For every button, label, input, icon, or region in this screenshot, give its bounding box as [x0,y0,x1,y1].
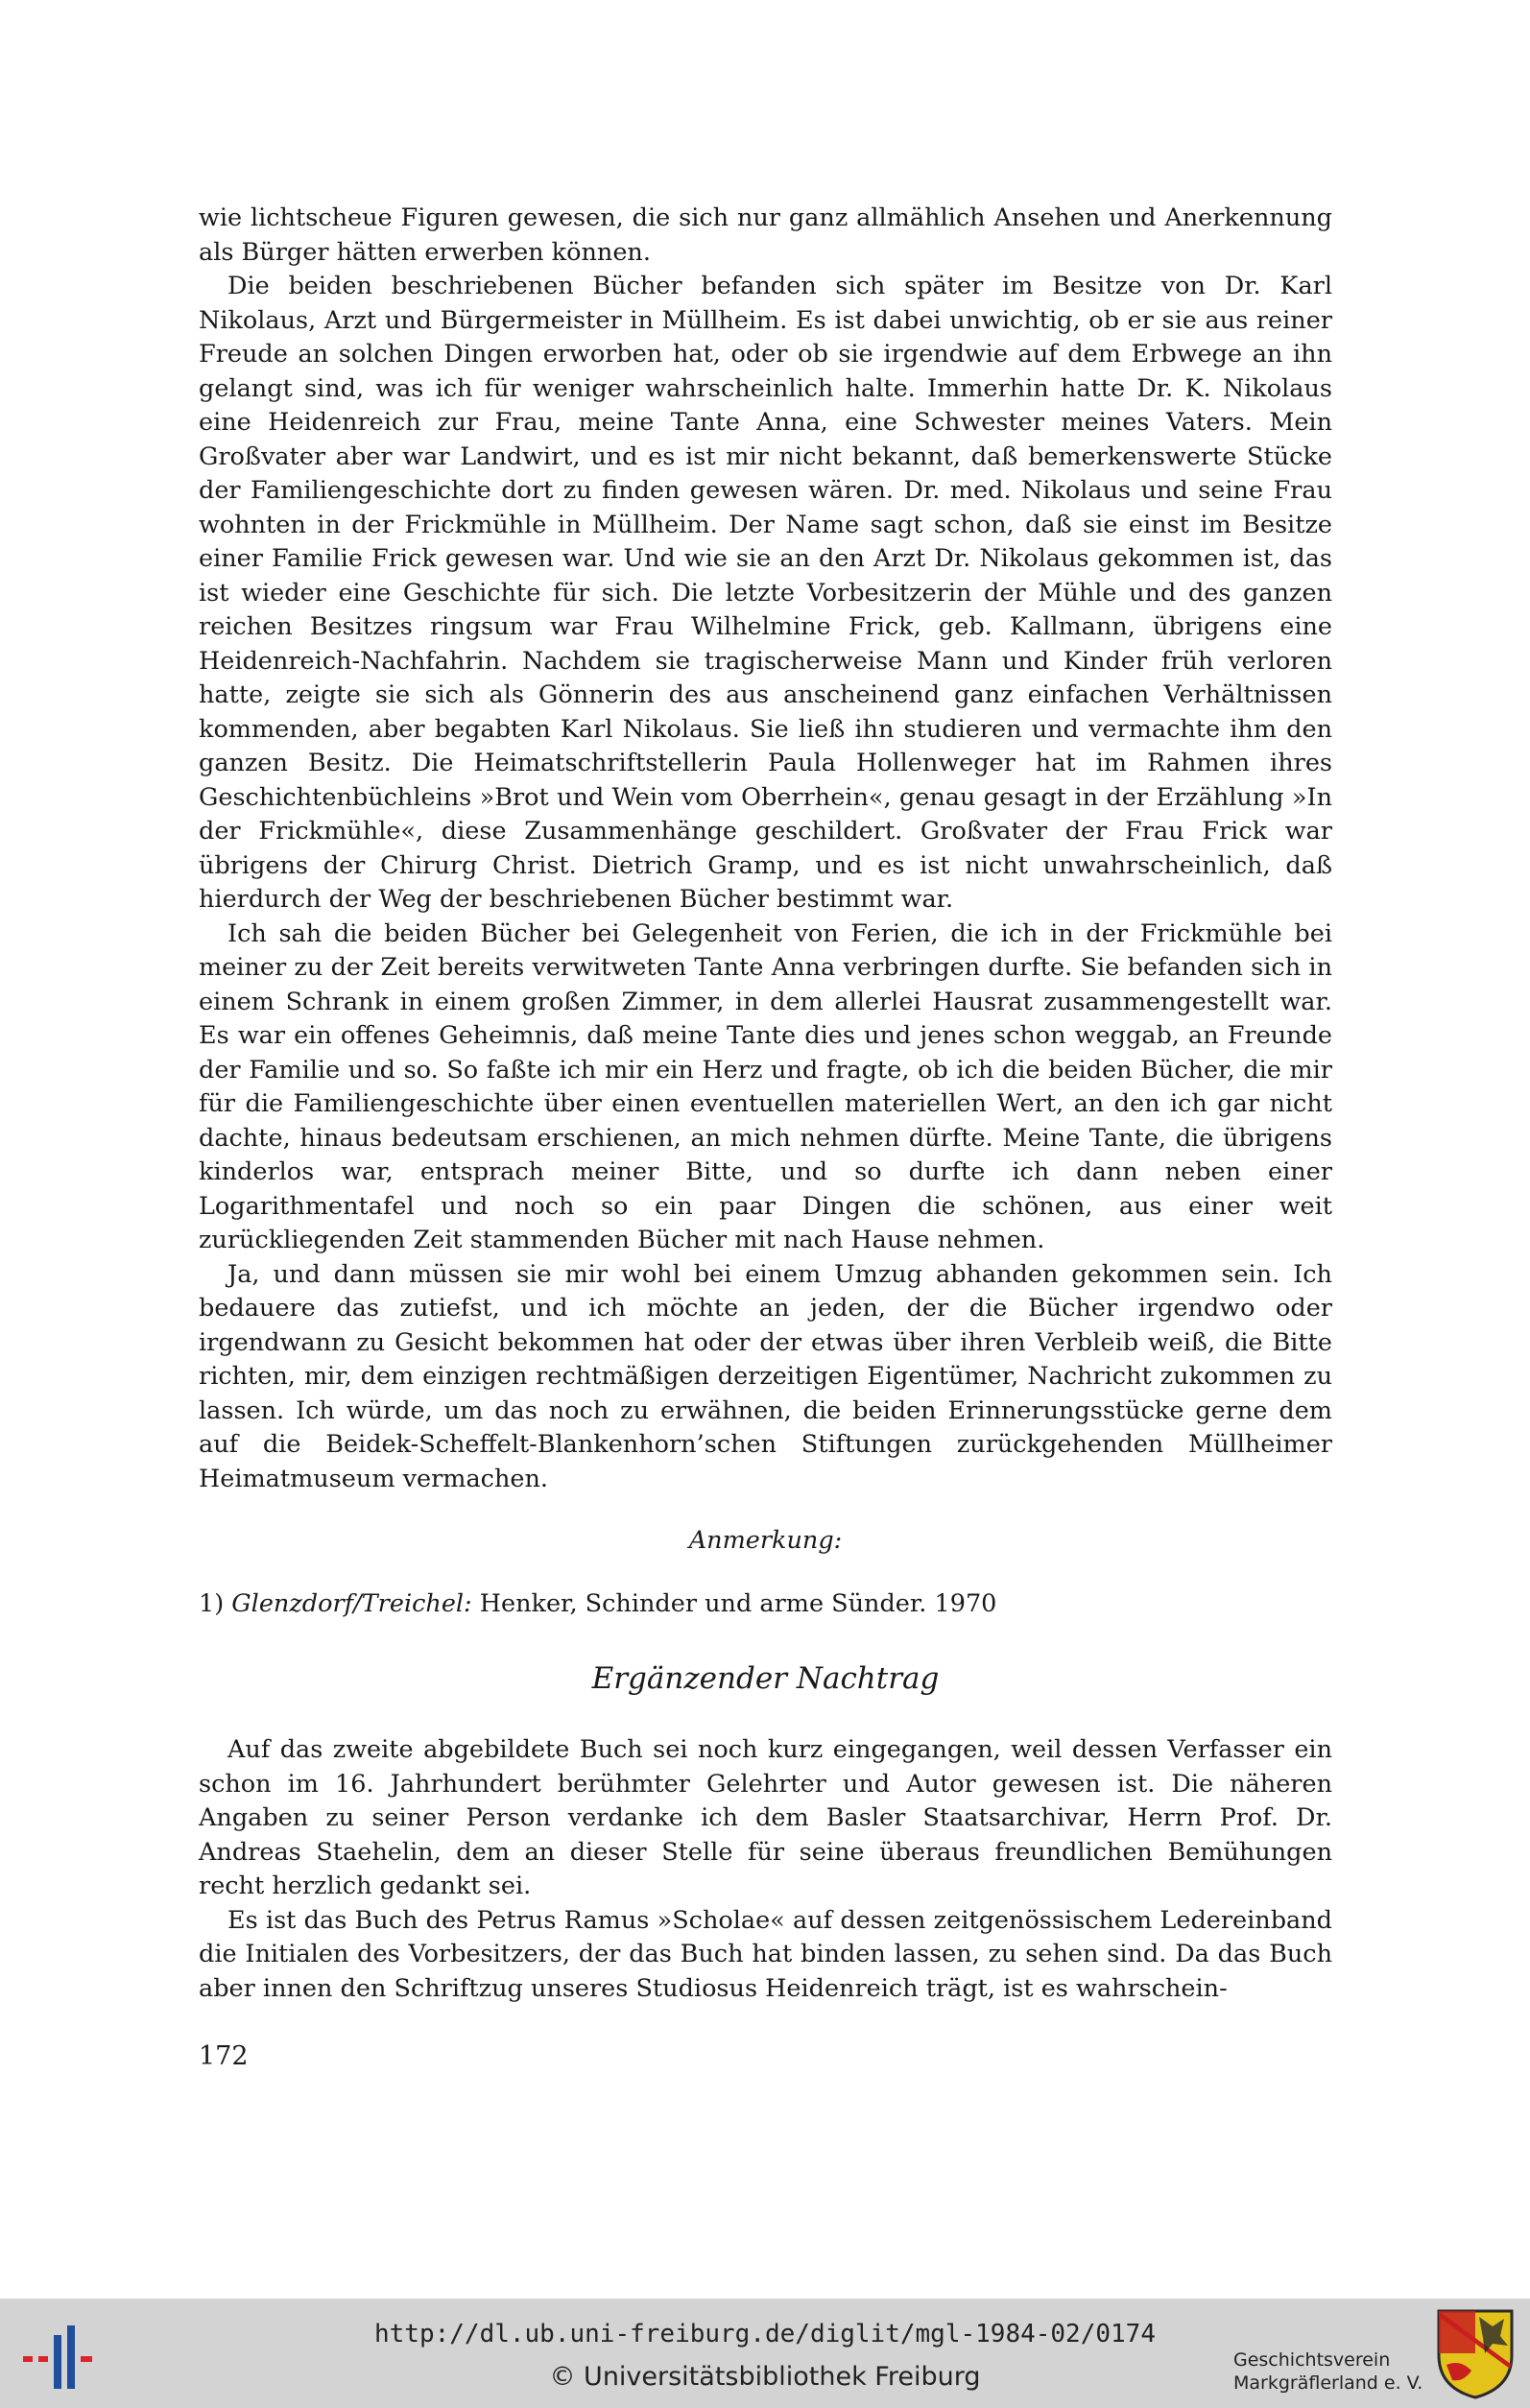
footnote-text: Henker, Schinder und arme Sünder. 1970 [479,1589,997,1618]
coat-of-arms-icon [1435,2307,1516,2399]
supplement-text [199,1733,1332,2006]
note-heading: Anmerkung: [688,1526,843,1555]
society-line: Markgräflerland e. V. [1233,2372,1423,2394]
viewer-footer [0,2299,1530,2408]
footnote [199,1586,1332,1621]
paragraph: Die beiden beschriebenen Bücher befanden sich später im Besitze von Dr. Karl Nikolaus, Arzt und Bürgermeister in Müllheim. Es ist dabei unwichtig, ob er sie aus reiner Freude an solchen Dingen erworben hat, oder ob sie irgendwie auf dem Erbwege an ihn gelangt sind, was ich für weniger wahrscheinlich halte. Immerhin hatte Dr. K. Nikolaus eine Heidenreich zur Frau, meine Tante Anna, eine Schwester meines Vaters. Mein Großvater aber war Landwirt, und es ist mir nicht bekannt, daß bemerkenswerte Stücke der Familiengeschichte dort zu finden gewesen wären. Dr. med. Nikolaus und seine Frau wohnten in der Frickmühle in Müllheim. Der Name sagt schon, daß sie einst im Besitze einer Familie Frick gewesen war. Und wie sie an den Arzt Dr. Nikolaus gekommen ist, das ist wieder eine Geschichte für sich. Die letzte Vorbesitzerin der Mühle und des ganzen reichen Besitzes ringsum war Frau Wilhelmine Frick, geb. Kallmann, übrigens eine Heidenreich-Nachfahrin. Nachdem sie tragischerweise Mann und Kinder früh verloren hatte, zeigte sie sich als Gönnerin des aus anscheinend ganz einfachen Verhältnissen kommenden, aber begabten Karl Nikolaus. Sie ließ ihn studieren und vermachte ihm den ganzen Besitz. Die Heimatschriftstellerin Paula Hollenweger hat im Rahmen ihres Geschichtenbüchleins »Brot und Wein vom Oberrhein«, genau gesagt in der Erzählung »In der Frickmühle«, diese Zusammenhänge geschildert. Großvater der Frau Frick war übrigens der Chirurg Christ. Dietrich Gramp, und es ist nicht unwahrscheinlich, daß hierdurch der Weg der beschriebenen Bücher bestimmt war. [199,272,1332,914]
section-heading: Ergänzender Nachtrag [591,1661,940,1696]
footnote-author: Glenzdorf/Treichel: [231,1589,472,1618]
paragraph: Ich sah die beiden Bücher bei Gelegenheit von Ferien, die ich in der Frickmühle bei meiner zu der Zeit bereits verwitweten Tante Anna verbringen durfte. Sie befanden sich in einem Schrank in einem großen Zimmer, in dem allerlei Hausrat zusammengestellt war. Es war ein offenes Geheimnis, daß meine Tante dies und jenes schon weggab, an Freunde der Familie und so. So faßte ich mir ein Herz und fragte, ob ich die beiden Bücher, die mir für die Familiengeschichte über einen eventuellen materiellen Wert, an den ich gar nicht dachte, hinaus bedeutsam erschienen, an mich nehmen dürfte. Meine Tante, die übrigens kinderlos war, entsprach meiner Bitte, und so durfte ich dann neben einer Logarithmentafel und noch so ein paar Dingen die schönen, aus einer weit zurückliegenden Zeit stammenden Bücher mit nach Hause nehmen. [199,918,1332,1254]
document-url-link[interactable]: http://dl.ub.uni-freiburg.de/diglit/mgl-1984-02/0174 [374,2320,1156,2348]
body-text [199,202,1332,1496]
paragraph: wie lichtscheue Figuren gewesen, die sich nur ganz allmählich Ansehen und Anerkennung als Bürger hätten erwerben können. [199,203,1332,267]
paragraph: Es ist das Buch des Petrus Ramus »Scholae« auf dessen zeitgenössischem Ledereinband die Initialen des Vorbesitzers, der das Buch hat binden lassen, zu sehen sind. Da das Buch aber innen den Schriftzug unseres Studiosus Heidenreich trägt, ist es wahrschein- [199,1905,1332,2003]
paragraph: Ja, und dann müssen sie mir wohl bei einem Umzug abhanden gekommen sein. Ich bedauere das zutiefst, und ich möchte an jeden, der die Bücher irgendwo oder irgendwann zu Gesicht bekommen hat oder der etwas über ihren Verbleib weiß, die Bitte richten, mir, dem einzigen rechtmäßigen derzeitigen Eigentümer, Nachricht zukommen zu lassen. Ich würde, um das noch zu erwähnen, die beiden Erinnerungsstücke gerne dem auf die Beidek-Scheffelt-Blankenhorn’schen Stiftungen zurückgehenden Müllheimer Heimatmuseum vermachen. [199,1259,1332,1493]
copyright-notice: © Universitätsbibliothek Freiburg [549,2362,981,2392]
page-number: 172 [199,2041,249,2071]
paragraph: Auf das zweite abgebildete Buch sei noch kurz eingegangen, weil dessen Verfasser ein schon im 16. Jahrhundert berühmter Gelehrter und Autor gewesen ist. Die näheren Angaben zu seiner Person verdanke ich dem Basler Staatsarchivar, Herrn Prof. Dr. Andreas Staehelin, dem an dieser Stelle für seine überaus freundlichen Bemühungen recht herzlich gedankt sei. [199,1735,1332,1900]
society-name [1233,2348,1425,2395]
society-line: Geschichtsverein [1233,2349,1391,2371]
footnote-number: 1) [199,1589,225,1618]
